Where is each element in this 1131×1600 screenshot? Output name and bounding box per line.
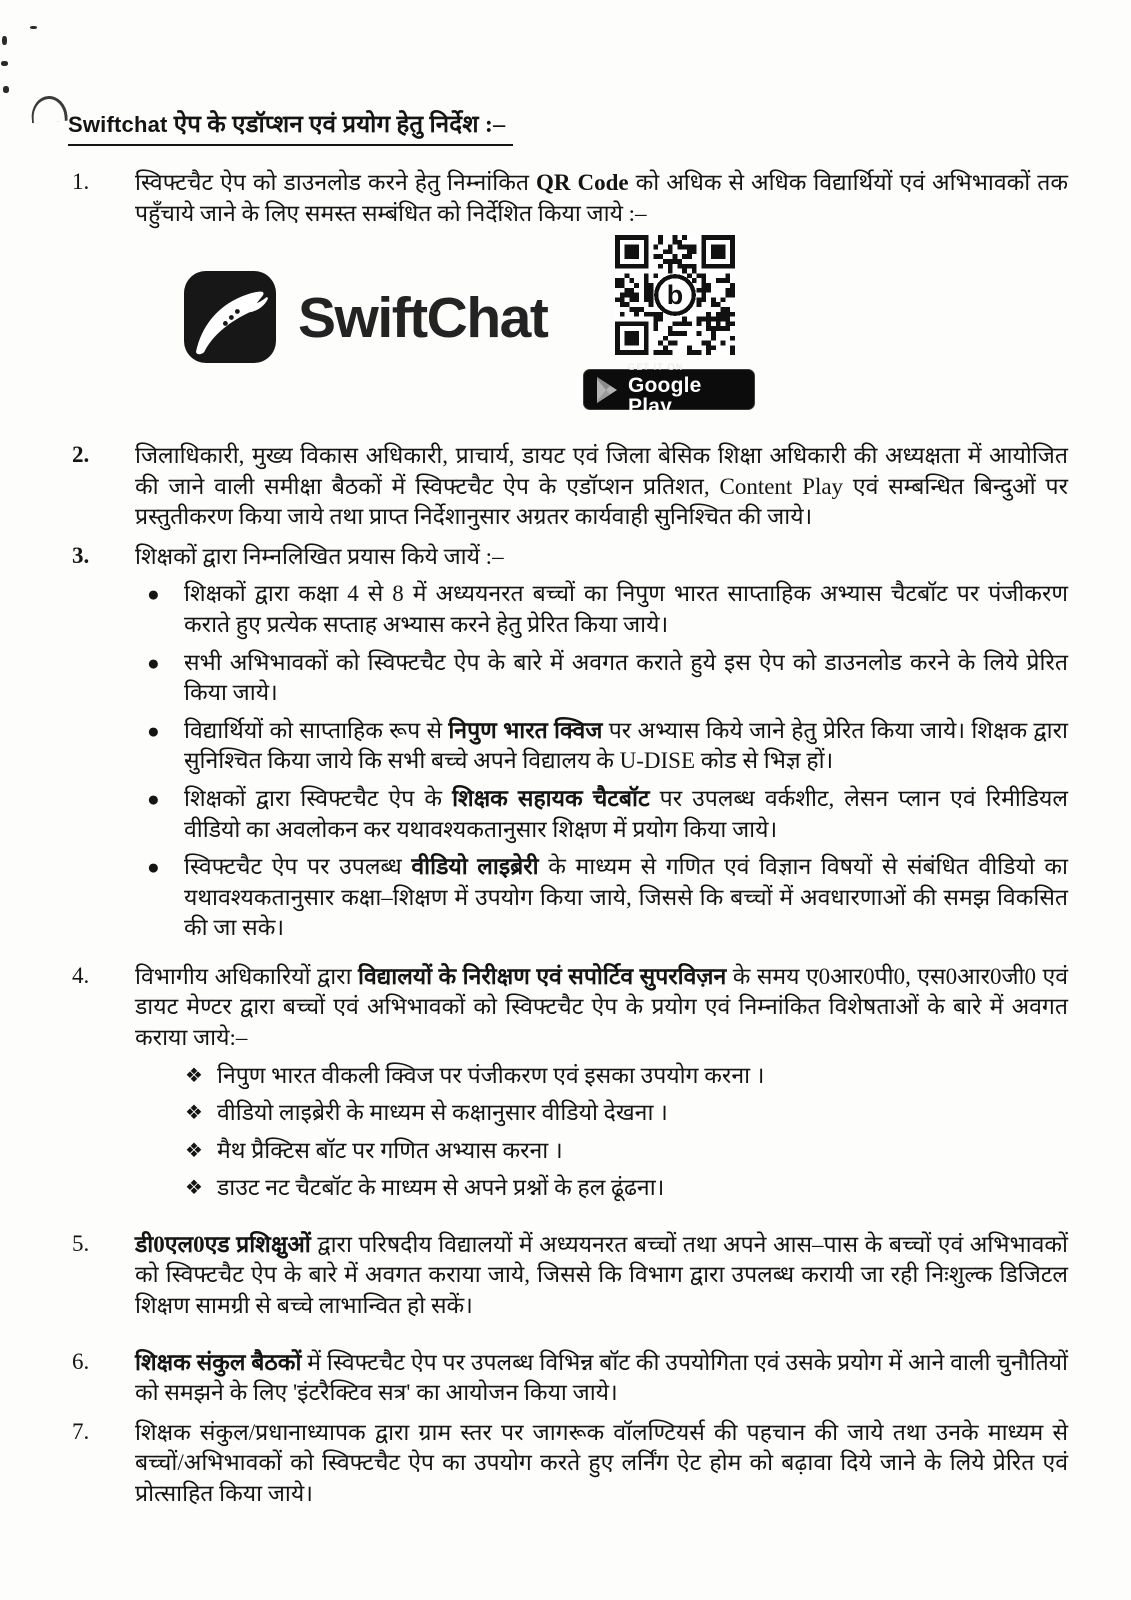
item-body: [135, 168, 1068, 229]
diamond-bullet-item: [135, 1173, 1068, 1204]
text-segment: विद्यार्थियों को साप्ताहिक रूप से: [184, 717, 449, 743]
list-item-1: [72, 168, 1068, 229]
bullet-text: [184, 716, 1068, 777]
bullet-list: [135, 1061, 1068, 1204]
text-segment: वीडियो लाइब्रेरी के माध्यम से कक्षानुसार वीडियो देखना ।: [217, 1100, 668, 1126]
bullet-marker-icon: ●: [147, 786, 160, 811]
text-segment: शिक्षकों द्वारा निम्नलिखित प्रयास किये जायें :–: [135, 543, 504, 569]
item-number: 6.: [72, 1348, 90, 1374]
text-segment: निपुण भारत क्विज: [448, 717, 603, 743]
item-body: [135, 1230, 1068, 1322]
text-segment: के माध्यम से गणित एवं विज्ञान विषयों से संबंधित वीडियो का यथावश्यकतानुसार कक्षा–शिक्षण में उपयोग किया जाये, जिससे कि बच्चों में अवधारणाओं की समझ विकसित की जा सके।: [184, 854, 1068, 941]
swiftchat-promo-block: [72, 243, 1068, 421]
item-paragraph: [135, 1418, 1068, 1510]
bullet-marker-icon: ●: [147, 650, 160, 675]
item-body: [135, 962, 1068, 1204]
bullet-marker-icon: ●: [147, 718, 160, 743]
item-paragraph: [135, 1230, 1068, 1322]
bullet-list: [135, 579, 1068, 943]
text-segment: शिक्षक संकुल बैठकों: [135, 1349, 302, 1375]
play-badge-line1: GET IT ON: [628, 361, 684, 372]
text-segment: शिक्षकों द्वारा कक्षा 4 से 8 में अध्ययनरत बच्चों का निपुण भारत साप्ताहिक अभ्यास चैटबॉट पर पंजीकरण कराते हुए प्रत्येक सप्ताह अभ्यास करने हेतु प्रेरित किया जाये।: [184, 581, 1068, 638]
page-title-latin: Swiftchat: [68, 112, 168, 137]
text-segment: मैथ प्रैक्टिस बॉट पर गणित अभ्यास करना ।: [217, 1137, 563, 1163]
list-item-7: [72, 1418, 1068, 1510]
bullet-text: [184, 648, 1068, 709]
scan-speck: [30, 26, 37, 29]
list-item-3: [72, 542, 1068, 944]
bullet-marker-icon: ●: [147, 855, 160, 880]
document-body: [72, 168, 1068, 1519]
svg-text:b: b: [666, 280, 684, 311]
scan-speck: [1, 61, 8, 66]
item-number: 3.: [72, 542, 90, 568]
text-segment: शिक्षक संकुल/प्रधानाध्यापक द्वारा ग्राम स्तर पर जागरूक वॉलण्टियर्स की पहचान की जाये तथा उनके माध्यम से बच्चों/अभिभावकों को स्विफ्टचैट ऐप का उपयोग करते हुए लर्निंग ऐट होम को बढ़ावा दिये जाने के लिये प्रेरित एवं प्रोत्साहित किया जाये।: [135, 1419, 1068, 1506]
item-paragraph: [135, 441, 1068, 533]
text-segment: डी0एल0एड प्रशिक्षुओं: [135, 1231, 311, 1257]
item-number: 2.: [72, 442, 90, 468]
bullet-text: [217, 1173, 1068, 1204]
scan-speck: [2, 36, 7, 45]
play-badge-line2: Google Play: [628, 373, 702, 418]
google-play-icon: [596, 377, 618, 403]
text-segment: को अधिक से अधिक विद्यार्थियों एवं अभिभावकों तक पहुँचाये जाने के लिए समस्त सम्बंधित को निर्देशित किया जाये :–: [135, 170, 1068, 226]
bullet-item: [135, 579, 1068, 640]
text-segment: द्वारा परिषदीय विद्यालयों में अध्ययनरत बच्चों तथा अपने आस–पास के बच्चों एवं अभिभावकों को स्विफ्टचैट ऐप के बारे में अवगत कराया जाये, जिससे कि विभाग द्वारा उपलब्ध करायी जा रही निःशुल्क डिजिटल शिक्षण सामग्री से बच्चे लाभान्वित हो सकें।: [135, 1231, 1068, 1319]
item-paragraph: [135, 168, 1068, 229]
item-body: [135, 441, 1068, 533]
list-item-4: [72, 962, 1068, 1204]
item-number: 7.: [72, 1418, 90, 1444]
item-body: [135, 542, 1068, 944]
item-paragraph: [135, 542, 1068, 573]
list-item-5: [72, 1230, 1068, 1322]
qr-code: [615, 235, 735, 355]
diamond-marker-icon: ❖: [185, 1064, 203, 1087]
bullet-text: [184, 784, 1068, 845]
text-segment: शिक्षकों द्वारा स्विफ्टचैट ऐप के: [184, 785, 453, 811]
item-paragraph: [135, 1348, 1068, 1409]
page-title: [68, 107, 513, 146]
item-body: [135, 1348, 1068, 1409]
page-title-hindi: ऐप के एडॉप्शन एवं प्रयोग हेतु निर्देश :–: [167, 112, 506, 138]
scan-speck: [3, 86, 9, 93]
item-number: 5.: [72, 1230, 90, 1256]
swiftchat-app-icon: [184, 271, 276, 363]
diamond-marker-icon: ❖: [185, 1139, 203, 1162]
bullet-item: [135, 784, 1068, 845]
bullet-text: [217, 1136, 1068, 1167]
item-1-container: [72, 168, 1068, 229]
bullet-marker-icon: ●: [147, 582, 160, 607]
text-segment: में स्विफ्टचैट ऐप पर उपलब्ध विभिन्न बॉट की उपयोगिता एवं उसके प्रयोग में आने वाली चुनौतियों को समझने के लिए 'इंटरैक्टिव सत्र' का आयोजन किया जाये।: [135, 1349, 1068, 1406]
items-2-7-container: [72, 441, 1068, 1509]
pen-mark-arc: [30, 95, 68, 123]
diamond-bullet-item: [135, 1098, 1068, 1129]
bullet-text: [184, 579, 1068, 640]
diamond-bullet-item: [135, 1061, 1068, 1092]
list-item-2: [72, 441, 1068, 533]
text-segment: QR Code: [535, 170, 629, 195]
list-item-6: [72, 1348, 1068, 1409]
text-segment: निपुण भारत वीकली क्विज पर पंजीकरण एवं इसका उपयोग करना ।: [217, 1062, 765, 1088]
text-segment: शिक्षक सहायक चैटबॉट: [452, 785, 650, 811]
swiftchat-bird-icon: [184, 271, 276, 363]
text-segment: पर उपलब्ध वर्कशीट, लेसन प्लान एवं रिमीडियल वीडियो का अवलोकन कर यथावश्यकतानुसार शिक्षण में प्रयोग किया जाये।: [184, 785, 1068, 842]
text-segment: विभागीय अधिकारियों द्वारा: [135, 963, 358, 989]
item-number: 1.: [72, 169, 90, 194]
text-segment: विद्यालयों के निरीक्षण एवं सपोर्टिव सुपरविज़न: [358, 963, 727, 989]
item-number: 4.: [72, 962, 90, 988]
bullet-text: [184, 852, 1068, 944]
text-segment: वीडियो लाइब्रेरी: [411, 854, 539, 880]
qr-code-image: [615, 235, 735, 355]
bullet-item: [135, 716, 1068, 777]
bullet-text: [217, 1061, 1068, 1092]
text-segment: के समय ए0आर0पी0, एस0आर0जी0 एवं डायट मेण्टर द्वारा बच्चों एवं अभिभावकों को स्विफ्टचैट ऐप के प्रयोग एवं निम्नांकित विशेषताओं के बारे में अवगत कराया जाये:–: [135, 963, 1068, 1050]
swiftchat-wordmark: SwiftChat: [298, 286, 548, 351]
item-paragraph: [135, 962, 1068, 1054]
google-play-badge: [583, 361, 755, 418]
text-segment: सभी अभिभावकों को स्विफ्टचैट ऐप के बारे में अवगत कराते हुये इस ऐप को डाउनलोड करने के लिये प्रेरित किया जाये।: [184, 649, 1068, 706]
text-segment: जिलाधिकारी, मुख्य विकास अधिकारी, प्राचार्य, डायट एवं जिला बेसिक शिक्षा अधिकारी की अध्यक्षता में आयोजित की जाने वाली समीक्षा बैठकों में स्विफ्टचैट ऐप के एडॉप्शन प्रतिशत, Content Play एवं सम्बन्धित बिन्दुओं पर प्रस्तुतीकरण किया जाये तथा प्राप्त निर्देशानुसार अग्रतर कार्यवाही सुनिश्चित की जाये।: [135, 443, 1068, 530]
text-segment: स्विफ्टचैट ऐप पर उपलब्ध: [184, 854, 412, 880]
diamond-marker-icon: ❖: [185, 1102, 203, 1125]
text-segment: स्विफ्टचैट ऐप को डाउनलोड करने हेतु निम्नांकित: [135, 170, 536, 195]
item-body: [135, 1418, 1068, 1510]
text-segment: पर अभ्यास किये जाने हेतु प्रेरित किया जाये। शिक्षक द्वारा सुनिश्चित किया जाये कि सभी बच्चे अपने विद्यालय के U-DISE कोड से भिज्ञ हों।: [184, 717, 1068, 774]
diamond-bullet-item: [135, 1136, 1068, 1167]
text-segment: डाउट नट चैटबॉट के माध्यम से अपने प्रश्नों के हल ढूंढना।: [217, 1175, 665, 1201]
diamond-marker-icon: ❖: [185, 1177, 203, 1200]
bullet-item: [135, 648, 1068, 709]
bullet-item: [135, 852, 1068, 944]
bullet-text: [217, 1098, 1068, 1129]
